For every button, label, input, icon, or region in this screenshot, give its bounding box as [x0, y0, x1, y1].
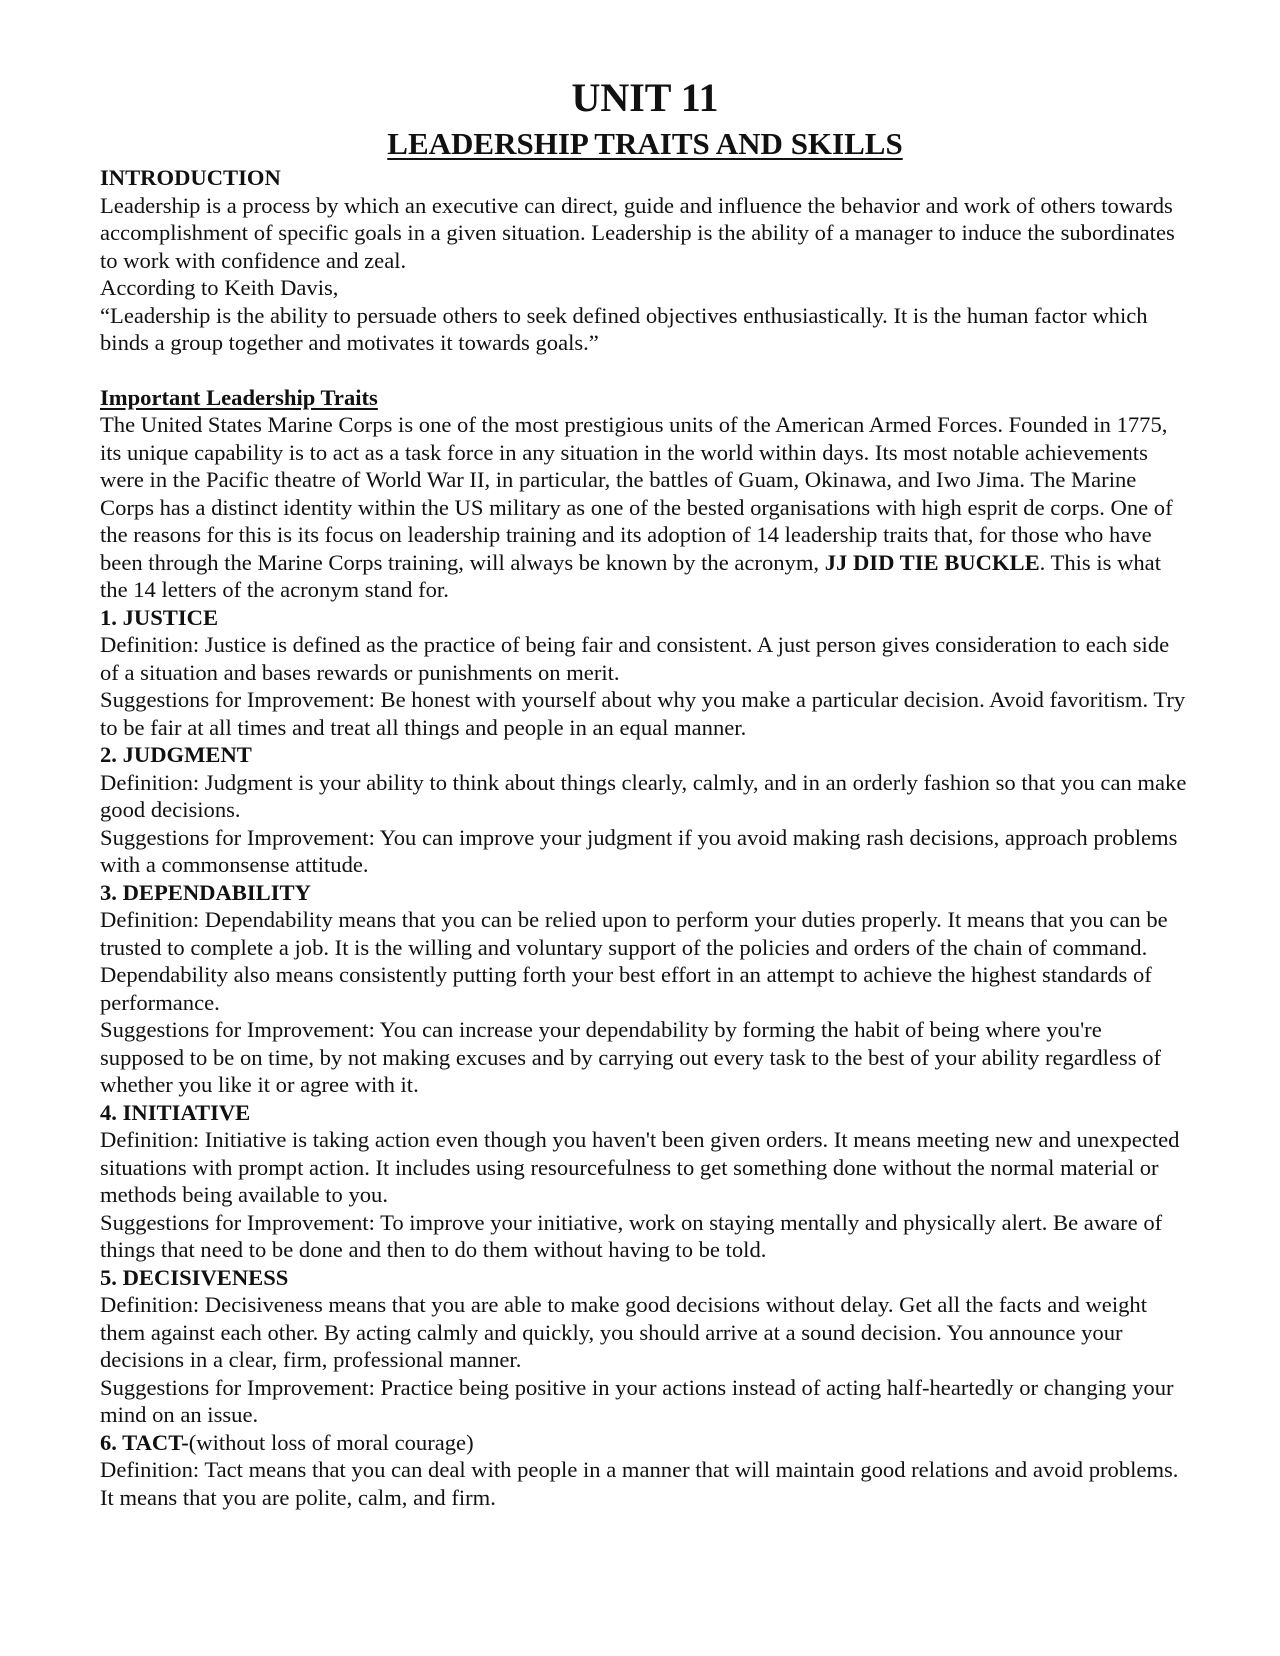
trait-heading-note: (without loss of moral courage): [188, 1429, 474, 1455]
trait-definition: Definition: Judgment is your ability to think about things clearly, calmly, and in an orderly fashion so that you can make good decisions.: [100, 769, 1187, 822]
trait-tact: [100, 1429, 1190, 1512]
trait-heading: 6. TACT-: [100, 1429, 189, 1455]
trait-heading: 5. DECISIVENESS: [100, 1264, 289, 1290]
trait-suggestion: Suggestions for Improvement: Be honest with yourself about why you make a particular decision. Avoid favoritism. Try to be fair at all times and treat all things and people in an equal manner.: [100, 687, 1186, 740]
trait-initiative: [100, 1099, 1190, 1264]
acronym: JJ DID TIE BUCKLE: [824, 549, 1040, 575]
unit-title: UNIT 11: [571, 75, 719, 120]
traits-section-heading: [100, 384, 1190, 412]
marine-corps-text: The United States Marine Corps is one of the most prestigious units of the American Armed Forces. Founded in 1775, its unique capability is to act as a task force in any situation in the world within days. Its most notable achievements were in the Pacific theatre of World War II, in particular, the battles of Guam, Okinawa, and Iwo Jima. The Marine Corps has a distinct identity within the US military as one of the bested organisations with high esprit de corps. One of the reasons for this is its focus on leadership training and its adoption of 14 leadership traits that, for those who have been through the Marine Corps training, will always be known by the acronym,: [100, 412, 1173, 575]
paragraph-spacer: [100, 357, 1190, 384]
trait-heading: 3. DEPENDABILITY: [100, 879, 311, 905]
trait-decisiveness: [100, 1264, 1190, 1429]
introduction-heading: INTRODUCTION: [100, 165, 281, 190]
trait-heading-line: [100, 1429, 1190, 1457]
trait-suggestion: Suggestions for Improvement: To improve your initiative, work on staying mentally and physically alert. Be aware of things that need to be done and then to do them without having to be told.: [100, 1209, 1163, 1262]
trait-suggestion: Suggestions for Improvement: Practice being positive in your actions instead of acting half-heartedly or changing your mind on an issue.: [100, 1374, 1174, 1427]
trait-definition: Definition: Decisiveness means that you are able to make good decisions without delay. Get all the facts and weight them against each other. By acting calmly and quickly, you should arrive at a sound decision. You announce your decisions in a clear, firm, professional manner.: [100, 1292, 1147, 1372]
document-page: [100, 72, 1190, 1511]
marine-corps-paragraph: [100, 411, 1190, 604]
trait-heading: 1. JUSTICE: [100, 604, 219, 630]
trait-heading: 4. INITIATIVE: [100, 1099, 251, 1125]
trait-definition: Definition: Justice is defined as the practice of being fair and consistent. A just person gives consideration to each side of a situation and bases rewards or punishments on merit.: [100, 632, 1170, 685]
trait-definition: Definition: Dependability means that you can be relied upon to perform your duties properly. It means that you can be trusted to complete a job. It is the willing and voluntary support of the policies and orders of the chain of command. Dependability also means consistently putting forth your best effort in an attempt to achieve the highest standards of performance.: [100, 907, 1168, 1015]
leadership-quote: “Leadership is the ability to persuade others to seek defined objectives enthusiastically. It is the human factor which binds a group together and motivates it towards goals.”: [100, 302, 1148, 355]
quote-attribution: According to Keith Davis,: [100, 275, 339, 300]
trait-suggestion: Suggestions for Improvement: You can increase your dependability by forming the habit of being where you're supposed to be on time, by not making excuses and by carrying out every task to the best of your ability regardless of whether you like it or agree with it.: [100, 1017, 1162, 1097]
marine-corps-text-end: . This is what the 14 letters of the acronym stand for.: [100, 549, 1161, 602]
trait-suggestion: Suggestions for Improvement: You can improve your judgment if you avoid making rash decisions, approach problems with a commonsense attitude.: [100, 824, 1178, 877]
introduction-paragraph: Leadership is a process by which an executive can direct, guide and influence the behavior and work of others towards accomplishment of specific goals in a given situation. Leadership is the ability of a manager to induce the subordinates to work with confidence and zeal.: [100, 192, 1175, 273]
trait-dependability: [100, 879, 1190, 1099]
traits-section-heading-text: Important Leadership Traits: [100, 384, 378, 410]
trait-definition: Definition: Tact means that you can deal with people in a manner that will maintain good relations and avoid problems. It means that you are polite, calm, and firm.: [100, 1457, 1179, 1510]
trait-heading: 2. JUDGMENT: [100, 742, 252, 767]
trait-justice: [100, 604, 1190, 742]
document-title: LEADERSHIP TRAITS AND SKILLS: [387, 126, 903, 161]
trait-definition: Definition: Initiative is taking action even though you haven't been given orders. It means meeting new and unexpected situations with prompt action. It includes using resourcefulness to get something done without the normal material or methods being available to you.: [100, 1127, 1180, 1207]
trait-judgment: [100, 741, 1190, 879]
